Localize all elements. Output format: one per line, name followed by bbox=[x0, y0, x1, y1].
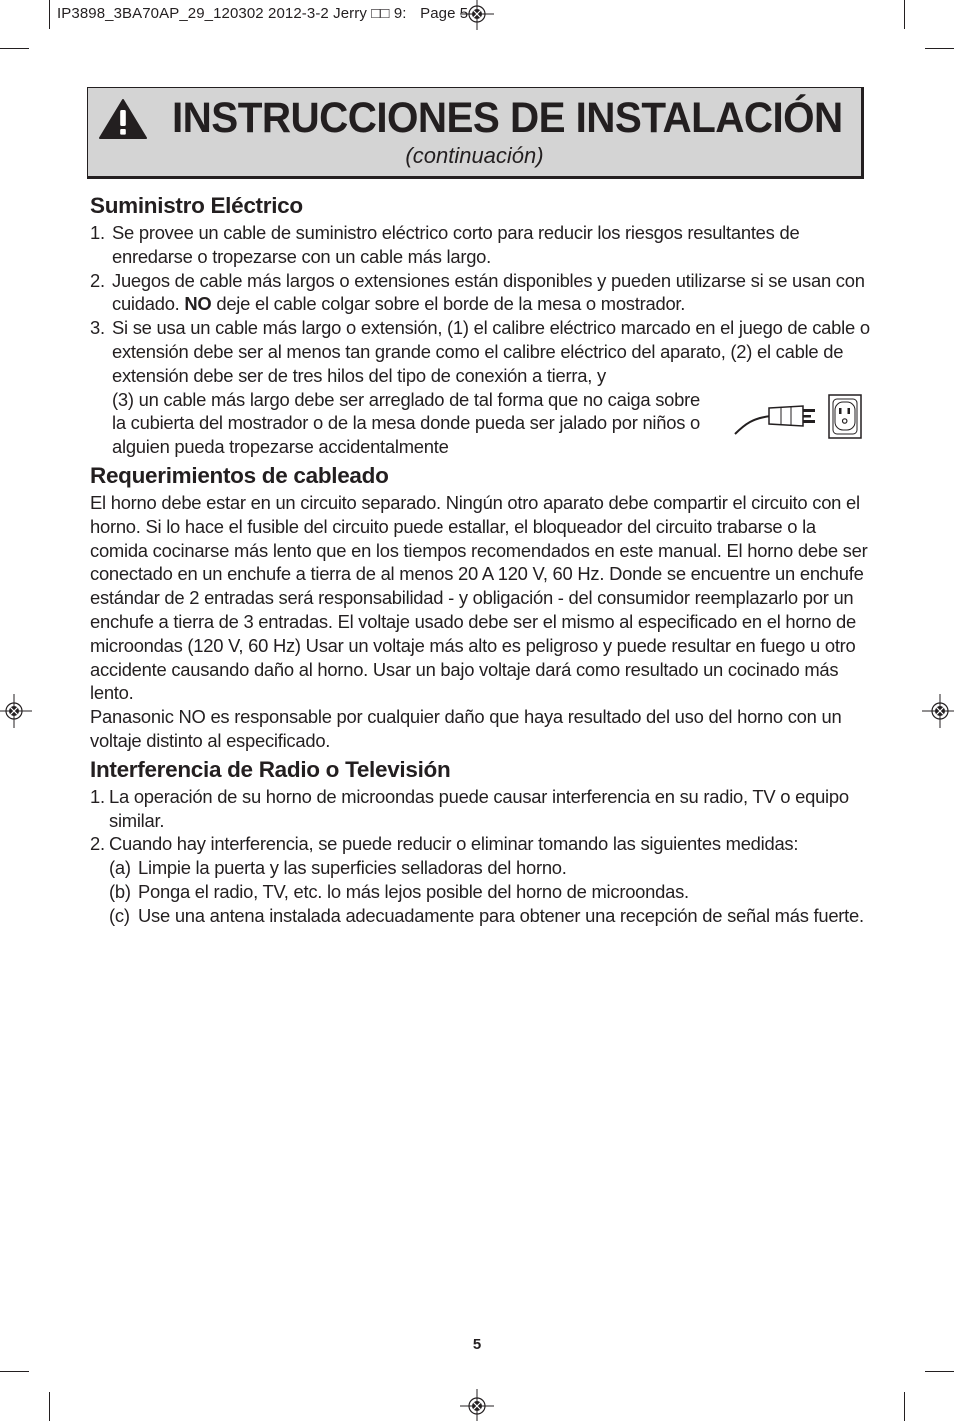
list-item bbox=[90, 269, 870, 317]
sub-list-text: Limpie la puerta y las superficies selladoras del horno. bbox=[138, 857, 567, 879]
warning-triangle-icon bbox=[98, 98, 148, 140]
crop-mark bbox=[925, 1371, 954, 1372]
crop-mark bbox=[0, 48, 29, 49]
list-text: La operación de su horno de microondas puede causar interferencia en su radio, TV o equipo similar. bbox=[109, 785, 849, 831]
registration-mark-icon bbox=[460, 0, 494, 30]
print-header: IP3898_3BA70AP_29_120302 2012-3-2 Jerry □□ 9: Page 5 bbox=[57, 5, 469, 22]
list-text: Se provee un cable de suministro eléctrico corto para reducir los riesgos resultantes de enredarse o tropezarse con un cable más largo. bbox=[112, 222, 800, 267]
crop-mark bbox=[49, 1392, 50, 1421]
wiring-disclaimer: Panasonic NO es responsable por cualquier daño que haya resultado del uso del horno con un voltaje distinto al especificado. bbox=[90, 706, 842, 751]
page-subtitle: (continuación) bbox=[405, 143, 544, 168]
crop-mark bbox=[925, 48, 954, 49]
emphasis-no: NO bbox=[184, 293, 212, 315]
crop-mark bbox=[49, 0, 50, 29]
section-heading-wiring: Requerimientos de cableado bbox=[90, 462, 389, 488]
crop-mark bbox=[904, 1392, 905, 1421]
section-heading-power: Suministro Eléctrico bbox=[90, 193, 303, 218]
list-number: 2. bbox=[90, 833, 105, 855]
sub-list-item bbox=[90, 904, 870, 928]
sub-list-text: Ponga el radio, TV, etc. lo más lejos posible del horno de microondas. bbox=[138, 880, 689, 902]
registration-mark-icon bbox=[460, 1389, 494, 1421]
sub-list-label: (b) bbox=[109, 880, 131, 902]
page-number: 5 bbox=[472, 1336, 482, 1353]
registration-mark-icon bbox=[0, 694, 32, 728]
list-text-part: Juegos de cable más largos o extensiones están disponibles y pueden utilizarse si se usan con cuidado. bbox=[112, 269, 865, 315]
title-box bbox=[87, 87, 864, 179]
list-text: Cuando hay interferencia, se puede reducir o eliminar tomando las siguientes medidas: bbox=[109, 833, 799, 855]
crop-mark bbox=[904, 0, 905, 29]
list-number: 1. bbox=[90, 785, 105, 807]
section-heading-interference: Interferencia de Radio o Televisión bbox=[90, 756, 451, 782]
list-item bbox=[90, 785, 870, 833]
list-number: 1. bbox=[90, 222, 105, 243]
crop-mark bbox=[0, 1371, 29, 1372]
list-text bbox=[112, 269, 870, 317]
plug-icon bbox=[733, 394, 863, 440]
outlet-icon bbox=[829, 395, 861, 438]
main-content bbox=[90, 191, 870, 928]
page-title: INSTRUCCIONES DE INSTALACIÓN bbox=[172, 94, 843, 142]
list-number: 2. bbox=[90, 269, 105, 291]
sub-list-text: Use una antena instalada adecuadamente para obtener una recepción de señal más fuerte. bbox=[138, 904, 864, 926]
sub-list-item bbox=[90, 880, 870, 904]
sub-list-label: (a) bbox=[109, 857, 131, 879]
list-text-part: deje el cable colgar sobre el borde de la mesa o mostrador. bbox=[211, 293, 686, 315]
wiring-paragraph: El horno debe estar en un circuito separado. Ningún otro aparato debe compartir el circuito con el horno. Si lo hace el fusible del circuito puede estallar, el bloqueador del circuito trabarse o la comida cocinarse más lento que en los tiempos recomendados en este manual. El horno debe ser conectado en un enchufe a tierra de al menos 20 A 120 V, 60 Hz. Donde se encuentre un enchufe estándar de 2 entradas será responsabilidad - y obligación - del consumidor reemplazarlo por un enchufe a tierra de 3 entradas. El voltaje usado debe ser el mismo al especificado en el horno de microondas (120 V, 60 Hz) Usar un voltaje más alto es peligroso y puede resultar en fuego u otro accidente causando daño al horno. Usar un bajo voltaje dará como resultado un cocinado más lento. bbox=[90, 491, 868, 704]
list-text-part: Si se usa un cable más largo o extensión, (1) el calibre eléctrico marcado en el juego de cable o extensión debe ser al menos tan grande como el calibre eléctrico del aparato, (2) el cable de extensión debe ser de tres hilos del tipo de conexión a tierra, y bbox=[112, 317, 870, 386]
sub-list-item bbox=[90, 856, 870, 880]
sub-list-label: (c) bbox=[109, 904, 130, 926]
registration-mark-icon bbox=[922, 694, 954, 728]
list-number: 3. bbox=[90, 317, 105, 339]
list-item bbox=[90, 832, 870, 856]
list-text-narrow: (3) un cable más largo debe ser arreglado de tal forma que no caiga sobre la cubierta del mostrador o de la mesa donde pueda ser jalado por niños o alguien pueda tropezarse accidentalmente bbox=[112, 388, 701, 458]
list-item bbox=[90, 221, 870, 269]
